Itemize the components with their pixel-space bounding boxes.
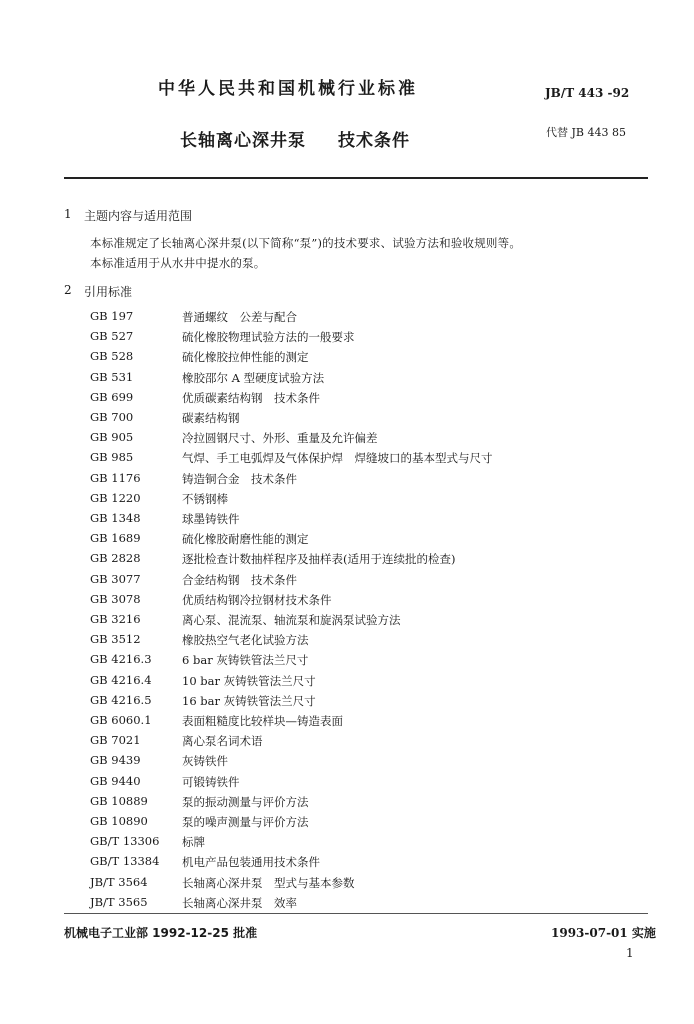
- reference-code: JB/T 3565: [90, 895, 148, 909]
- paragraph: 本标准规定了长轴离心深井泵(以下简称“泵”)的技术要求、试验方法和验收规则等。: [90, 236, 522, 250]
- reference-code: GB 10890: [90, 814, 148, 828]
- reference-code: GB/T 13306: [90, 834, 160, 848]
- reference-title: 球墨铸铁件: [182, 512, 240, 526]
- footer-divider: [64, 913, 648, 914]
- implementation-date: 1993-07-01 实施: [551, 926, 656, 940]
- header-divider: [64, 177, 648, 179]
- reference-code: GB 6060.1: [90, 713, 152, 727]
- reference-code: GB 3078: [90, 592, 141, 606]
- reference-title: 合金结构钢 技术条件: [182, 573, 297, 587]
- document-title: 长轴离心深井泵: [180, 131, 306, 151]
- reference-title: 机电产品包装通用技术条件: [182, 855, 320, 869]
- reference-title: 橡胶邵尔 A 型硬度试验方法: [182, 371, 325, 385]
- page-number: 1: [626, 946, 634, 960]
- reference-code: GB 3512: [90, 632, 141, 646]
- reference-code: GB 2828: [90, 551, 141, 565]
- reference-title: 长轴离心深井泵 效率: [182, 896, 297, 910]
- reference-title: 硫化橡胶耐磨性能的测定: [182, 532, 309, 546]
- reference-title: 长轴离心深井泵 型式与基本参数: [182, 876, 355, 890]
- section-title: 主题内容与适用范围: [84, 209, 193, 223]
- reference-code: GB/T 13384: [90, 854, 160, 868]
- document-subtitle: 技术条件: [338, 131, 410, 151]
- reference-title: 气焊、手工电弧焊及气体保护焊 焊缝坡口的基本型式与尺寸: [182, 451, 493, 465]
- section-title: 引用标准: [84, 285, 133, 299]
- reference-title: 优质碳素结构钢 技术条件: [182, 391, 320, 405]
- reference-title: 离心泵名词术语: [182, 734, 263, 748]
- reference-title: 泵的噪声测量与评价方法: [182, 815, 309, 829]
- reference-code: GB 905: [90, 430, 134, 444]
- reference-title: 普通螺纹 公差与配合: [182, 310, 297, 324]
- section-number: 1: [64, 207, 72, 221]
- section-number: 2: [64, 283, 72, 297]
- reference-code: GB 3077: [90, 572, 141, 586]
- reference-title: 硫化橡胶物理试验方法的一般要求: [182, 330, 355, 344]
- reference-title: 铸造铜合金 技术条件: [182, 472, 297, 486]
- reference-code: GB 700: [90, 410, 134, 424]
- reference-title: 表面粗糙度比较样块—铸造表面: [182, 714, 343, 728]
- reference-code: GB 1348: [90, 511, 141, 525]
- reference-title: 16 bar 灰铸铁管法兰尺寸: [182, 694, 316, 708]
- reference-title: 可锻铸铁件: [182, 775, 240, 789]
- reference-code: GB 1689: [90, 531, 141, 545]
- reference-code: GB 197: [90, 309, 134, 323]
- reference-code: GB 9439: [90, 753, 141, 767]
- reference-title: 10 bar 灰铸铁管法兰尺寸: [182, 674, 316, 688]
- reference-code: GB 4216.4: [90, 673, 152, 687]
- reference-title: 灰铸铁件: [182, 754, 228, 768]
- reference-title: 碳素结构钢: [182, 411, 240, 425]
- reference-title: 优质结构钢冷拉钢材技术条件: [182, 593, 332, 607]
- reference-title: 冷拉圆钢尺寸、外形、重量及允许偏差: [182, 431, 378, 445]
- reference-code: GB 4216.3: [90, 652, 152, 666]
- reference-title: 逐批检查计数抽样程序及抽样表(适用于连续批的检查): [182, 552, 456, 566]
- reference-title: 橡胶热空气老化试验方法: [182, 633, 309, 647]
- reference-title: 6 bar 灰铸铁管法兰尺寸: [182, 653, 309, 667]
- reference-code: JB/T 3564: [90, 875, 148, 889]
- reference-code: GB 3216: [90, 612, 141, 626]
- reference-code: GB 527: [90, 329, 134, 343]
- reference-code: GB 699: [90, 390, 134, 404]
- reference-title: 不锈钢棒: [182, 492, 228, 506]
- standard-title: 中华人民共和国机械行业标准: [158, 79, 418, 99]
- reference-title: 泵的振动测量与评价方法: [182, 795, 309, 809]
- reference-code: GB 4216.5: [90, 693, 152, 707]
- paragraph: 本标准适用于从水井中提水的泵。: [90, 256, 266, 270]
- reference-code: GB 531: [90, 370, 134, 384]
- reference-code: GB 9440: [90, 774, 141, 788]
- reference-code: GB 985: [90, 450, 134, 464]
- reference-code: GB 7021: [90, 733, 141, 747]
- reference-code: GB 528: [90, 349, 134, 363]
- replaces-standard: 代替 JB 443 85: [546, 126, 626, 139]
- standard-code: JB/T 443 -92: [545, 86, 630, 100]
- reference-code: GB 10889: [90, 794, 148, 808]
- approval-note: 机械电子工业部 1992-12-25 批准: [64, 926, 258, 940]
- reference-title: 硫化橡胶拉伸性能的测定: [182, 350, 309, 364]
- reference-code: GB 1176: [90, 471, 141, 485]
- reference-code: GB 1220: [90, 491, 141, 505]
- reference-title: 标牌: [182, 835, 205, 849]
- reference-title: 离心泵、混流泵、轴流泵和旋涡泵试验方法: [182, 613, 401, 627]
